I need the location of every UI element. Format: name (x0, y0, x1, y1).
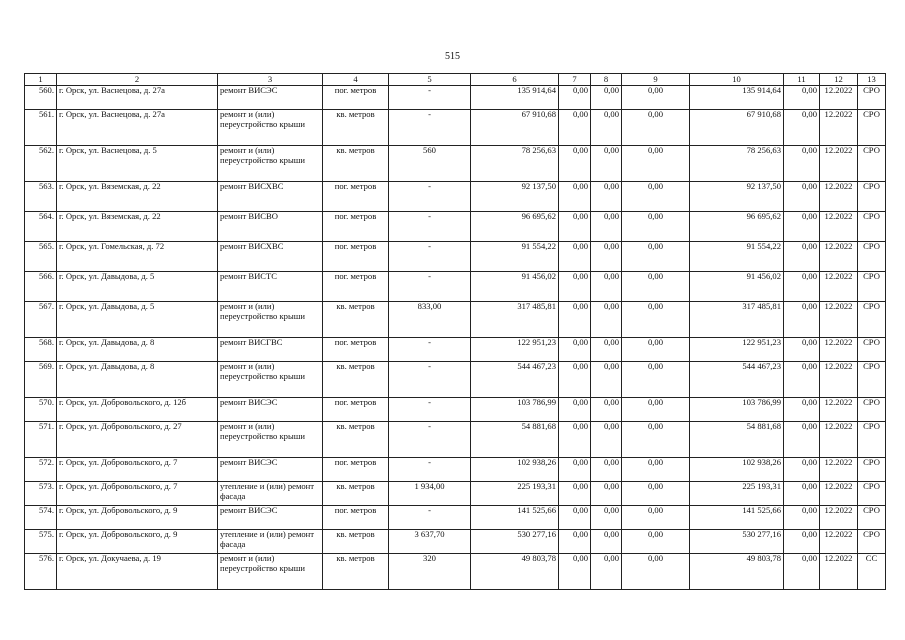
work-type-cell: ремонт и (или) переустройство крыши (218, 362, 323, 398)
col8-cell: 0,00 (591, 146, 622, 182)
method-cell: СРО (858, 422, 886, 458)
quantity-cell: - (389, 458, 471, 482)
method-cell: СРО (858, 362, 886, 398)
address-cell: г. Орск, ул. Добровольского, д. 7 (57, 458, 218, 482)
col8-cell: 0,00 (591, 110, 622, 146)
row-number: 571. (25, 422, 57, 458)
column-header: 6 (471, 74, 559, 86)
col11-cell: 0,00 (784, 554, 820, 590)
table-row (25, 182, 886, 212)
column-header: 2 (57, 74, 218, 86)
col9-cell: 0,00 (622, 272, 690, 302)
unit-cell: пог. метров (323, 242, 389, 272)
unit-cell: пог. метров (323, 212, 389, 242)
col7-cell: 0,00 (559, 86, 591, 110)
quantity-cell: - (389, 242, 471, 272)
work-type-cell: ремонт ВИСТС (218, 272, 323, 302)
unit-cell: пог. метров (323, 398, 389, 422)
col9-cell: 0,00 (622, 482, 690, 506)
method-cell: СРО (858, 86, 886, 110)
col7-cell: 0,00 (559, 182, 591, 212)
row-number: 560. (25, 86, 57, 110)
table-row (25, 398, 886, 422)
column-header: 7 (559, 74, 591, 86)
work-type-cell: ремонт ВИСЭС (218, 86, 323, 110)
col10-cost-cell: 49 803,78 (690, 554, 784, 590)
work-type-cell: ремонт ВИСЭС (218, 398, 323, 422)
address-cell: г. Орск, ул. Докучаева, д. 19 (57, 554, 218, 590)
total-cost-cell: 67 910,68 (471, 110, 559, 146)
work-type-cell: ремонт и (или) переустройство крыши (218, 554, 323, 590)
quantity-cell: 3 637,70 (389, 530, 471, 554)
work-type-cell: ремонт ВИСХВС (218, 242, 323, 272)
header-row (25, 74, 886, 86)
column-header: 11 (784, 74, 820, 86)
col10-cost-cell: 122 951,23 (690, 338, 784, 362)
column-header: 1 (25, 74, 57, 86)
col11-cell: 0,00 (784, 458, 820, 482)
col11-cell: 0,00 (784, 398, 820, 422)
address-cell: г. Орск, ул. Добровольского, д. 9 (57, 506, 218, 530)
total-cost-cell: 141 525,66 (471, 506, 559, 530)
quantity-cell: - (389, 398, 471, 422)
address-cell: г. Орск, ул. Вяземская, д. 22 (57, 182, 218, 212)
table-row (25, 242, 886, 272)
table-row (25, 338, 886, 362)
col7-cell: 0,00 (559, 302, 591, 338)
address-cell: г. Орск, ул. Давыдова, д. 5 (57, 302, 218, 338)
unit-cell: кв. метров (323, 146, 389, 182)
table-row (25, 302, 886, 338)
address-cell: г. Орск, ул. Добровольского, д. 27 (57, 422, 218, 458)
work-type-cell: ремонт ВИСГВС (218, 338, 323, 362)
method-cell: СРО (858, 530, 886, 554)
column-header: 12 (820, 74, 858, 86)
col7-cell: 0,00 (559, 362, 591, 398)
column-header: 10 (690, 74, 784, 86)
col11-cell: 0,00 (784, 362, 820, 398)
quantity-cell: - (389, 422, 471, 458)
col11-cell: 0,00 (784, 86, 820, 110)
col8-cell: 0,00 (591, 458, 622, 482)
registry-body (25, 86, 886, 590)
col10-cost-cell: 96 695,62 (690, 212, 784, 242)
quantity-cell: - (389, 182, 471, 212)
row-number: 563. (25, 182, 57, 212)
row-number: 572. (25, 458, 57, 482)
column-header: 4 (323, 74, 389, 86)
address-cell: г. Орск, ул. Давыдова, д. 8 (57, 362, 218, 398)
col9-cell: 0,00 (622, 338, 690, 362)
address-cell: г. Орск, ул. Васнецова, д. 27а (57, 110, 218, 146)
col9-cell: 0,00 (622, 506, 690, 530)
unit-cell: пог. метров (323, 182, 389, 212)
col7-cell: 0,00 (559, 554, 591, 590)
col8-cell: 0,00 (591, 398, 622, 422)
page-number: 515 (445, 51, 460, 62)
col9-cell: 0,00 (622, 146, 690, 182)
col8-cell: 0,00 (591, 182, 622, 212)
total-cost-cell: 49 803,78 (471, 554, 559, 590)
unit-cell: кв. метров (323, 482, 389, 506)
row-number: 576. (25, 554, 57, 590)
work-type-cell: ремонт ВИСЭС (218, 458, 323, 482)
method-cell: СРО (858, 338, 886, 362)
work-type-cell: ремонт и (или) переустройство крыши (218, 422, 323, 458)
quantity-cell: 833,00 (389, 302, 471, 338)
unit-cell: кв. метров (323, 554, 389, 590)
col8-cell: 0,00 (591, 482, 622, 506)
col10-cost-cell: 92 137,50 (690, 182, 784, 212)
col9-cell: 0,00 (622, 554, 690, 590)
table-row (25, 362, 886, 398)
method-cell: СС (858, 554, 886, 590)
col11-cell: 0,00 (784, 482, 820, 506)
column-header: 13 (858, 74, 886, 86)
col8-cell: 0,00 (591, 212, 622, 242)
date-cell: 12.2022 (820, 482, 858, 506)
row-number: 567. (25, 302, 57, 338)
unit-cell: кв. метров (323, 302, 389, 338)
quantity-cell: - (389, 506, 471, 530)
date-cell: 12.2022 (820, 458, 858, 482)
table-row (25, 482, 886, 506)
table-row (25, 272, 886, 302)
quantity-cell: - (389, 86, 471, 110)
col7-cell: 0,00 (559, 422, 591, 458)
column-header: 8 (591, 74, 622, 86)
column-header: 5 (389, 74, 471, 86)
col11-cell: 0,00 (784, 242, 820, 272)
col11-cell: 0,00 (784, 530, 820, 554)
registry-table (24, 73, 886, 590)
col10-cost-cell: 54 881,68 (690, 422, 784, 458)
address-cell: г. Орск, ул. Добровольского, д. 9 (57, 530, 218, 554)
total-cost-cell: 103 786,99 (471, 398, 559, 422)
work-type-cell: утепление и (или) ремонт фасада (218, 482, 323, 506)
work-type-cell: ремонт ВИСВО (218, 212, 323, 242)
method-cell: СРО (858, 506, 886, 530)
col7-cell: 0,00 (559, 530, 591, 554)
col9-cell: 0,00 (622, 212, 690, 242)
col11-cell: 0,00 (784, 302, 820, 338)
date-cell: 12.2022 (820, 212, 858, 242)
quantity-cell: - (389, 338, 471, 362)
date-cell: 12.2022 (820, 338, 858, 362)
col8-cell: 0,00 (591, 302, 622, 338)
col10-cost-cell: 102 938,26 (690, 458, 784, 482)
work-type-cell: ремонт ВИСХВС (218, 182, 323, 212)
row-number: 575. (25, 530, 57, 554)
total-cost-cell: 102 938,26 (471, 458, 559, 482)
col7-cell: 0,00 (559, 110, 591, 146)
quantity-cell: 560 (389, 146, 471, 182)
col8-cell: 0,00 (591, 554, 622, 590)
col7-cell: 0,00 (559, 482, 591, 506)
col11-cell: 0,00 (784, 338, 820, 362)
col9-cell: 0,00 (622, 86, 690, 110)
unit-cell: пог. метров (323, 272, 389, 302)
col11-cell: 0,00 (784, 212, 820, 242)
col8-cell: 0,00 (591, 242, 622, 272)
col7-cell: 0,00 (559, 242, 591, 272)
method-cell: СРО (858, 212, 886, 242)
work-type-cell: ремонт и (или) переустройство крыши (218, 302, 323, 338)
col11-cell: 0,00 (784, 110, 820, 146)
unit-cell: кв. метров (323, 422, 389, 458)
col9-cell: 0,00 (622, 362, 690, 398)
col7-cell: 0,00 (559, 338, 591, 362)
address-cell: г. Орск, ул. Васнецова, д. 5 (57, 146, 218, 182)
column-header: 9 (622, 74, 690, 86)
table-row (25, 146, 886, 182)
col11-cell: 0,00 (784, 182, 820, 212)
work-type-cell: ремонт ВИСЭС (218, 506, 323, 530)
col10-cost-cell: 103 786,99 (690, 398, 784, 422)
date-cell: 12.2022 (820, 422, 858, 458)
col8-cell: 0,00 (591, 422, 622, 458)
quantity-cell: - (389, 212, 471, 242)
unit-cell: кв. метров (323, 110, 389, 146)
total-cost-cell: 122 951,23 (471, 338, 559, 362)
date-cell: 12.2022 (820, 302, 858, 338)
col7-cell: 0,00 (559, 398, 591, 422)
quantity-cell: 1 934,00 (389, 482, 471, 506)
method-cell: СРО (858, 146, 886, 182)
unit-cell: кв. метров (323, 362, 389, 398)
table-row (25, 506, 886, 530)
method-cell: СРО (858, 272, 886, 302)
address-cell: г. Орск, ул. Давыдова, д. 5 (57, 272, 218, 302)
col8-cell: 0,00 (591, 362, 622, 398)
col10-cost-cell: 91 456,02 (690, 272, 784, 302)
table-row (25, 458, 886, 482)
col8-cell: 0,00 (591, 506, 622, 530)
col10-cost-cell: 544 467,23 (690, 362, 784, 398)
col7-cell: 0,00 (559, 146, 591, 182)
date-cell: 12.2022 (820, 110, 858, 146)
address-cell: г. Орск, ул. Давыдова, д. 8 (57, 338, 218, 362)
total-cost-cell: 225 193,31 (471, 482, 559, 506)
date-cell: 12.2022 (820, 86, 858, 110)
col9-cell: 0,00 (622, 182, 690, 212)
unit-cell: пог. метров (323, 506, 389, 530)
quantity-cell: - (389, 362, 471, 398)
table-row (25, 110, 886, 146)
col10-cost-cell: 317 485,81 (690, 302, 784, 338)
col10-cost-cell: 225 193,31 (690, 482, 784, 506)
address-cell: г. Орск, ул. Вяземская, д. 22 (57, 212, 218, 242)
col8-cell: 0,00 (591, 86, 622, 110)
total-cost-cell: 544 467,23 (471, 362, 559, 398)
table-row (25, 86, 886, 110)
row-number: 570. (25, 398, 57, 422)
col7-cell: 0,00 (559, 506, 591, 530)
total-cost-cell: 530 277,16 (471, 530, 559, 554)
col9-cell: 0,00 (622, 110, 690, 146)
row-number: 568. (25, 338, 57, 362)
column-header: 3 (218, 74, 323, 86)
work-type-cell: ремонт и (или) переустройство крыши (218, 110, 323, 146)
total-cost-cell: 54 881,68 (471, 422, 559, 458)
col7-cell: 0,00 (559, 212, 591, 242)
work-type-cell: утепление и (или) ремонт фасада (218, 530, 323, 554)
row-number: 565. (25, 242, 57, 272)
row-number: 562. (25, 146, 57, 182)
col9-cell: 0,00 (622, 422, 690, 458)
row-number: 574. (25, 506, 57, 530)
unit-cell: пог. метров (323, 458, 389, 482)
row-number: 564. (25, 212, 57, 242)
method-cell: СРО (858, 302, 886, 338)
col9-cell: 0,00 (622, 302, 690, 338)
date-cell: 12.2022 (820, 506, 858, 530)
total-cost-cell: 92 137,50 (471, 182, 559, 212)
quantity-cell: - (389, 272, 471, 302)
table-row (25, 554, 886, 590)
method-cell: СРО (858, 398, 886, 422)
date-cell: 12.2022 (820, 242, 858, 272)
col7-cell: 0,00 (559, 272, 591, 302)
col8-cell: 0,00 (591, 338, 622, 362)
method-cell: СРО (858, 110, 886, 146)
col8-cell: 0,00 (591, 530, 622, 554)
row-number: 573. (25, 482, 57, 506)
col11-cell: 0,00 (784, 272, 820, 302)
date-cell: 12.2022 (820, 182, 858, 212)
table-row (25, 422, 886, 458)
total-cost-cell: 91 456,02 (471, 272, 559, 302)
col9-cell: 0,00 (622, 398, 690, 422)
date-cell: 12.2022 (820, 146, 858, 182)
col10-cost-cell: 135 914,64 (690, 86, 784, 110)
quantity-cell: - (389, 110, 471, 146)
address-cell: г. Орск, ул. Добровольского, д. 12б (57, 398, 218, 422)
col11-cell: 0,00 (784, 422, 820, 458)
col8-cell: 0,00 (591, 272, 622, 302)
col9-cell: 0,00 (622, 458, 690, 482)
col10-cost-cell: 91 554,22 (690, 242, 784, 272)
col9-cell: 0,00 (622, 242, 690, 272)
date-cell: 12.2022 (820, 362, 858, 398)
row-number: 566. (25, 272, 57, 302)
address-cell: г. Орск, ул. Васнецова, д. 27а (57, 86, 218, 110)
col10-cost-cell: 141 525,66 (690, 506, 784, 530)
col11-cell: 0,00 (784, 506, 820, 530)
date-cell: 12.2022 (820, 272, 858, 302)
row-number: 561. (25, 110, 57, 146)
col7-cell: 0,00 (559, 458, 591, 482)
address-cell: г. Орск, ул. Гомельская, д. 72 (57, 242, 218, 272)
table-row (25, 530, 886, 554)
total-cost-cell: 317 485,81 (471, 302, 559, 338)
method-cell: СРО (858, 458, 886, 482)
quantity-cell: 320 (389, 554, 471, 590)
date-cell: 12.2022 (820, 554, 858, 590)
unit-cell: пог. метров (323, 338, 389, 362)
col10-cost-cell: 67 910,68 (690, 110, 784, 146)
unit-cell: пог. метров (323, 86, 389, 110)
col9-cell: 0,00 (622, 530, 690, 554)
method-cell: СРО (858, 482, 886, 506)
method-cell: СРО (858, 182, 886, 212)
work-type-cell: ремонт и (или) переустройство крыши (218, 146, 323, 182)
unit-cell: кв. метров (323, 530, 389, 554)
total-cost-cell: 78 256,63 (471, 146, 559, 182)
table-row (25, 212, 886, 242)
col11-cell: 0,00 (784, 146, 820, 182)
total-cost-cell: 135 914,64 (471, 86, 559, 110)
col10-cost-cell: 530 277,16 (690, 530, 784, 554)
col10-cost-cell: 78 256,63 (690, 146, 784, 182)
address-cell: г. Орск, ул. Добровольского, д. 7 (57, 482, 218, 506)
date-cell: 12.2022 (820, 398, 858, 422)
method-cell: СРО (858, 242, 886, 272)
total-cost-cell: 96 695,62 (471, 212, 559, 242)
date-cell: 12.2022 (820, 530, 858, 554)
total-cost-cell: 91 554,22 (471, 242, 559, 272)
row-number: 569. (25, 362, 57, 398)
